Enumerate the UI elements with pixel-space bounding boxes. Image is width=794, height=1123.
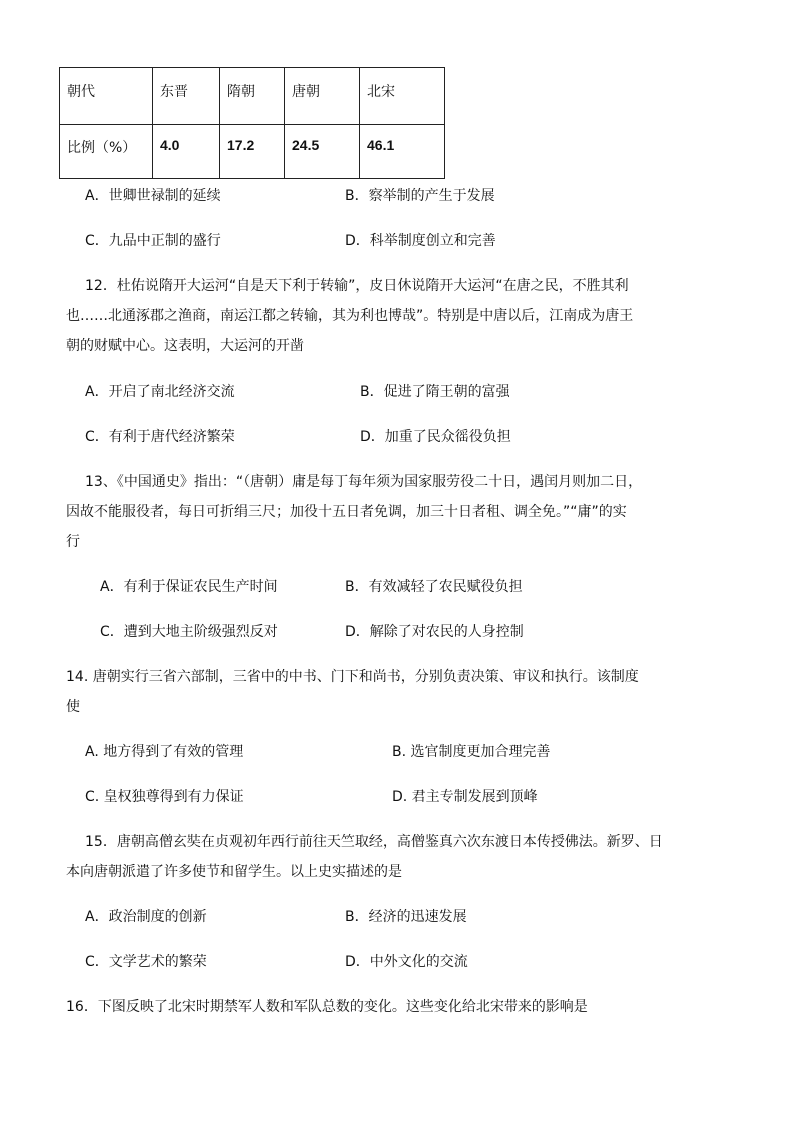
q14-option-a: A. 地方得到了有效的管理 — [85, 744, 244, 760]
table-row-label: 比例（%） — [60, 125, 153, 179]
q13-option-b: B．有效减轻了农民赋役负担 — [345, 579, 523, 595]
q11-option-a: A．世卿世禄制的延续 — [85, 188, 221, 204]
q14-stem-line: 使 — [66, 699, 80, 715]
q13-option-a: A．有利于保证农民生产时间 — [100, 579, 278, 595]
q13-stem-line: 行 — [66, 534, 80, 550]
q11-option-c: C．九品中正制的盛行 — [85, 233, 221, 249]
q15-option-a: A．政治制度的创新 — [85, 909, 207, 925]
q16-stem-line: 16．下图反映了北宋时期禁军人数和军队总数的变化。这些变化给北宋带来的影响是 — [66, 999, 588, 1015]
dynasty-ratio-table — [59, 67, 445, 179]
q12-option-d: D．加重了民众徭役负担 — [360, 429, 511, 445]
q12-stem-line: 朝的财赋中心。这表明，大运河的开凿 — [66, 338, 304, 354]
table-row — [60, 125, 445, 179]
q13-stem-line: 13、《中国通史》指出：“（唐朝）庸是每丁每年须为国家服劳役二十日，遇闰月则加二日， — [85, 474, 643, 490]
q14-option-b: B. 选官制度更加合理完善 — [392, 744, 551, 760]
q13-option-d: D．解除了对农民的人身控制 — [345, 624, 524, 640]
q11-option-d: D．科举制度创立和完善 — [345, 233, 496, 249]
table-cell: 24.5 — [285, 125, 360, 179]
table-header-row — [60, 68, 445, 125]
q15-stem-line: 本向唐朝派遣了许多使节和留学生。以上史实描述的是 — [66, 864, 402, 880]
q15-option-d: D．中外文化的交流 — [345, 954, 468, 970]
q14-option-c: C. 皇权独尊得到有力保证 — [85, 789, 244, 805]
q13-option-c: C．遭到大地主阶级强烈反对 — [100, 624, 278, 640]
q14-stem-line: 14. 唐朝实行三省六部制，三省中的中书、门下和尚书，分别负责决策、审议和执行。该制度 — [66, 669, 639, 685]
q15-option-b: B．经济的迅速发展 — [345, 909, 467, 925]
q12-option-c: C．有利于唐代经济繁荣 — [85, 429, 235, 445]
table-cell: 46.1 — [360, 125, 445, 179]
table-header-cell: 唐朝 — [285, 68, 360, 125]
q14-option-d: D. 君主专制发展到顶峰 — [392, 789, 538, 805]
table-header-cell: 北宋 — [360, 68, 445, 125]
q11-option-b: B．察举制的产生于发展 — [345, 188, 495, 204]
q12-stem-line: 12．杜佑说隋开大运河“自是天下利于转输”，皮日休说隋开大运河“在唐之民，不胜其利 — [85, 278, 629, 294]
table-cell: 17.2 — [220, 125, 285, 179]
q13-stem-line: 因故不能服役者，每日可折绢三尺；加役十五日者免调，加三十日者租、调全免。”“庸”的实 — [66, 504, 627, 520]
q12-option-a: A．开启了南北经济交流 — [85, 384, 235, 400]
q15-option-c: C．文学艺术的繁荣 — [85, 954, 207, 970]
table-header-cell: 东晋 — [153, 68, 220, 125]
table-cell: 4.0 — [153, 125, 220, 179]
q12-option-b: B．促进了隋王朝的富强 — [360, 384, 510, 400]
table-header-cell: 隋朝 — [220, 68, 285, 125]
q15-stem-line: 15．唐朝高僧玄奘在贞观初年西行前往天竺取经，高僧鉴真六次东渡日本传授佛法。新罗、日 — [85, 834, 663, 850]
table-header-cell: 朝代 — [60, 68, 153, 125]
q12-stem-line: 也……北通涿郡之渔商，南运江都之转输，其为利也博哉”。特别是中唐以后，江南成为唐王 — [66, 308, 634, 324]
